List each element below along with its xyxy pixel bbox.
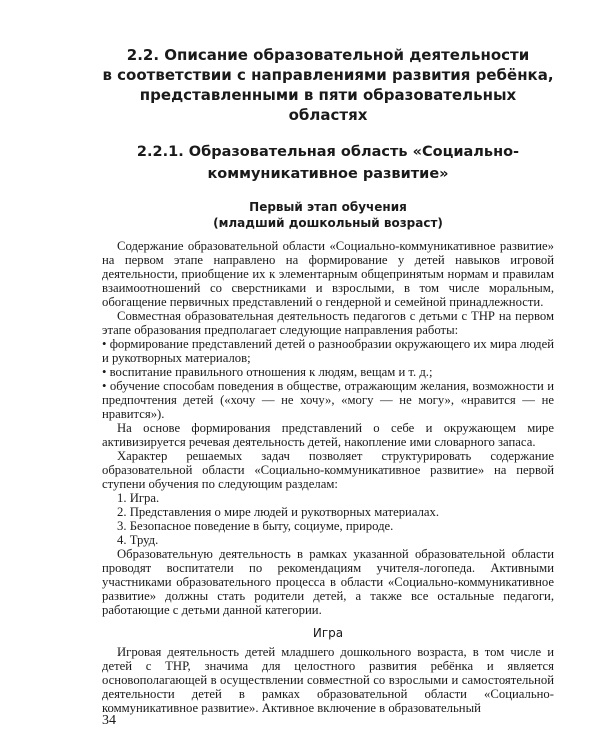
- bullet-item: • обучение способам поведения в обществе, отражающим желания, возможности и предпочтения детей («хочу — не хочу», «могу — не могу», «нравится — не нравится»).: [102, 379, 554, 421]
- section-title-line: 2.2. Описание образовательной деятельности: [126, 46, 530, 64]
- paragraph-structure: Характер решаемых задач позволяет структурировать содержание образовательной области «Социально-коммуникативное развитие» на первой ступени обучения по следующим разделам:: [102, 449, 554, 491]
- paragraph-speech: На основе формирования представлений о себе и окружающем мире активизируется речевая деятельность детей, накопление ими словарного запаса.: [102, 421, 554, 449]
- list-item: 1. Игра.: [117, 491, 160, 505]
- list-item: 4. Труд.: [117, 533, 159, 547]
- subsection-title-line: 2.2.1. Образовательная область «Социально-: [136, 144, 520, 160]
- page-content: [102, 38, 554, 715]
- game-heading: Игра: [312, 626, 344, 640]
- bullet-item: • воспитание правильного отношения к людям, вещам и т. д.;: [102, 365, 433, 379]
- section-title-line: в соответствии с направлениями развития ребёнка,: [102, 66, 554, 84]
- list-item: 3. Безопасное поведение в быту, социуме, природе.: [117, 519, 394, 533]
- section-title-line: представленными в пяти образовательных областях: [139, 86, 517, 124]
- stage-title-line: Первый этап обучения: [249, 200, 407, 214]
- paragraph-content: Содержание образовательной области «Социально-коммуникативное развитие» на первом этапе направлено на формирование у детей навыков игровой деятельности, приобщение их к элементарным общепринятым нормам и правилам взаимоотношений со сверстниками и взрослыми, в том числе моральным, обогащение первичных представлений о гендерной и семейной принадлежности.: [102, 239, 554, 309]
- stage-title: [102, 199, 554, 231]
- list-item: 2. Представления о мире людей и рукотворных материалах.: [117, 505, 440, 519]
- stage-title-line: (младший дошкольный возраст): [213, 216, 443, 230]
- paragraph-joint-activity: Совместная образовательная деятельность педагогов с детьми с ТНР на первом этапе образования предполагает следующие направления работы:: [102, 309, 554, 337]
- subsection-title: [102, 141, 554, 185]
- section-title: [102, 38, 554, 125]
- body-text: [102, 239, 554, 715]
- bullet-item: • формирование представлений детей о разнообразии окружающего их мира людей и рукотворных материалов;: [102, 337, 554, 365]
- subsection-title-line: коммуникативное развитие»: [207, 166, 449, 182]
- page-number: 34: [102, 713, 116, 728]
- paragraph-participants: Образовательную деятельность в рамках указанной образовательной области проводят воспитатели по рекомендациям учителя-логопеда. Активными участниками образовательного процесса в области «Социально-коммуникативное развитие» должны стать родители детей, а также все остальные педагоги, работающие с детьми данной категории.: [102, 547, 554, 617]
- paragraph-game: Игровая деятельность детей младшего дошкольного возраста, в том числе и детей с ТНР, значима для целостного развития ребёнка и является основополагающей в осуществлении совместной со взрослыми и самостоятельной деятельности детей в рамках образовательной области «Социально-коммуникативное развитие». Активное включение в образовательный: [102, 645, 554, 715]
